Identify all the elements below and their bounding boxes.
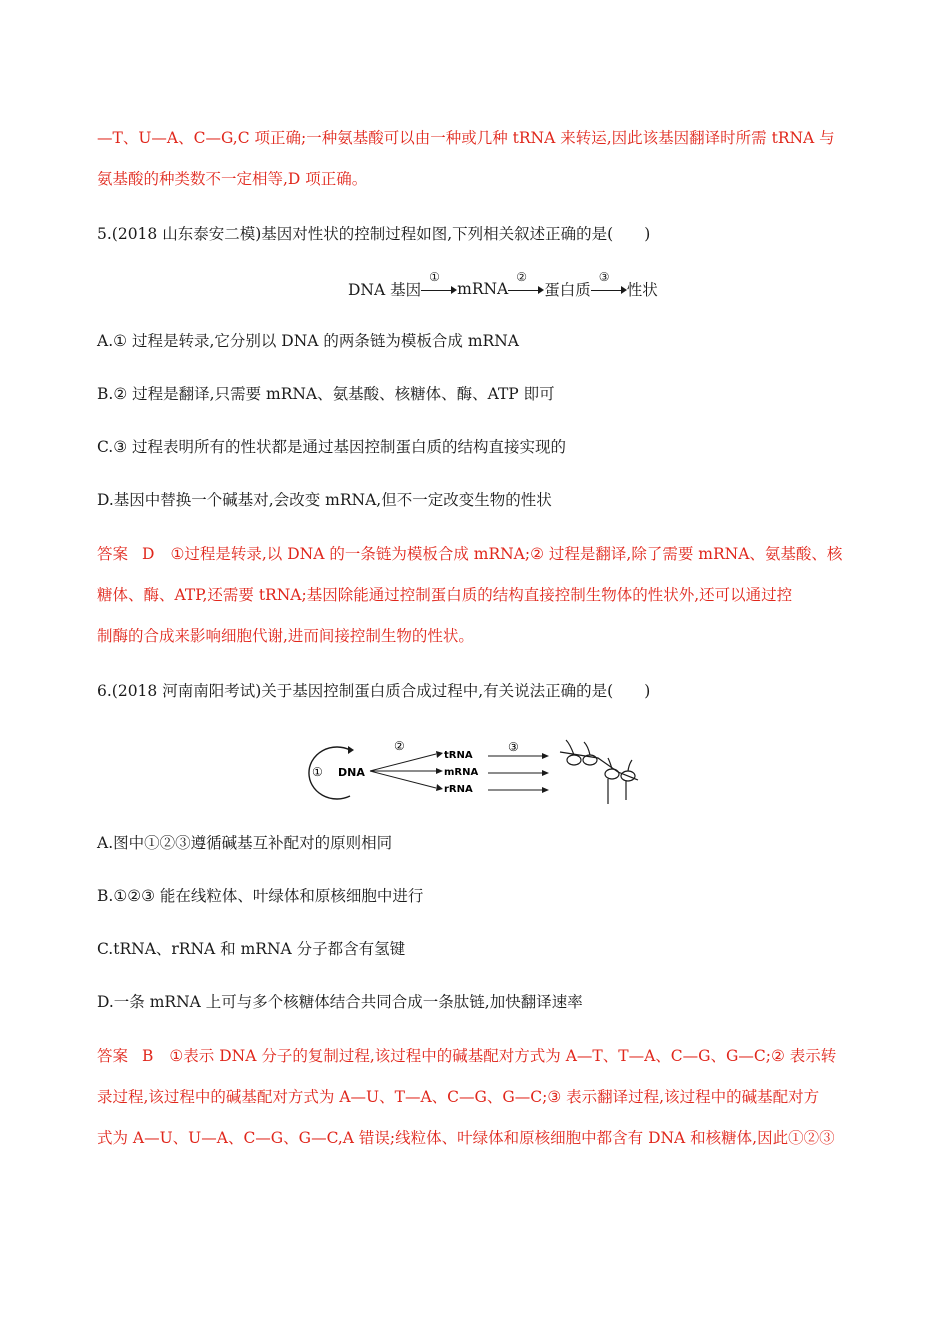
q5-option-d: D.基因中替换一个碱基对,会改变 mRNA,但不一定改变生物的性状 (97, 491, 552, 509)
q6-option-c: C.tRNA、rRNA 和 mRNA 分子都含有氢键 (97, 940, 406, 958)
flow-step-2: ② (516, 270, 528, 284)
q6-option-d: D.一条 mRNA 上可与多个核糖体结合共同合成一条肽链,加快翻译速率 (97, 993, 583, 1011)
diagram-step-2: ② (394, 739, 405, 753)
q5-option-a: A.① 过程是转录,它分别以 DNA 的两条链为模板合成 mRNA (97, 332, 519, 350)
answer-label: 答案 (97, 1047, 129, 1065)
flow-arrow-1 (421, 270, 457, 300)
flow-protein: 蛋白质 (544, 281, 591, 299)
q6-explanation-3: 式为 A—U、U—A、C—G、G—C,A 错误;线粒体、叶绿体和原核细胞中都含有 DNA 和核糖体,因此①②③ (97, 1129, 835, 1147)
arrow-head-icon (538, 286, 544, 294)
arrow-head-icon (451, 286, 457, 294)
diagram-trna: tRNA (444, 750, 473, 761)
prev-answer-line-1: —T、U—A、C—G,C 项正确;一种氨基酸可以由一种或几种 tRNA 来转运,因此该基因翻译时所需 tRNA 与 (97, 129, 835, 147)
answer-letter: B (142, 1047, 154, 1065)
diagram-step-1: ① (312, 765, 323, 779)
diagram-mrna: mRNA (444, 767, 479, 778)
flow-arrow-3 (591, 270, 627, 300)
diagram-rrna: rRNA (444, 784, 473, 795)
q6-answer-line-1 (97, 1045, 860, 1067)
flow-step-3: ③ (598, 270, 610, 284)
q5-explanation-3: 制酶的合成来影响细胞代谢,进而间接控制生物的性状。 (97, 627, 474, 645)
diagram-step-3: ③ (508, 740, 519, 754)
q5-explanation-1: ①过程是转录,以 DNA 的一条链为模板合成 mRNA;② 过程是翻译,除了需要 mRNA、氨基酸、核 (170, 545, 843, 563)
q6-option-a: A.图中①②③遵循碱基互补配对的原则相同 (97, 834, 393, 852)
q5-option-b: B.② 过程是翻译,只需要 mRNA、氨基酸、核糖体、酶、ATP 即可 (97, 385, 555, 403)
q6-stem: 6.(2018 河南南阳考试)关于基因控制蛋白质合成过程中,有关说法正确的是( ) (97, 682, 651, 700)
q5-explanation-2: 糖体、酶、ATP,还需要 tRNA;基因除能通过控制蛋白质的结构直接控制生物体的性状外,还可以通过控 (97, 586, 793, 604)
polysome-icon (560, 740, 638, 804)
q6-explanation-2: 录过程,该过程中的碱基配对方式为 A—U、T—A、C—G、G—C;③ 表示翻译过程,该过程中的碱基配对方 (97, 1088, 820, 1106)
flow-trait: 性状 (626, 281, 658, 299)
q5-answer-line-1 (97, 543, 860, 565)
prev-answer-line-2: 氨基酸的种类数不一定相等,D 项正确。 (97, 170, 368, 188)
flow-mrna: mRNA (457, 280, 509, 298)
flow-arrow-2 (508, 270, 544, 300)
q5-flow-diagram (348, 270, 658, 300)
q5-option-c: C.③ 过程表明所有的性状都是通过基因控制蛋白质的结构直接实现的 (97, 438, 567, 456)
q6-option-b: B.①②③ 能在线粒体、叶绿体和原核细胞中进行 (97, 887, 424, 905)
arrow-head-icon (621, 286, 627, 294)
diagram-dna: DNA (338, 766, 365, 779)
circle-arrow-head-icon (348, 746, 354, 754)
q6-explanation-1: ①表示 DNA 分子的复制过程,该过程中的碱基配对方式为 A—T、T—A、C—G、G—C;② 表示转 (169, 1047, 837, 1065)
flow-step-1: ① (429, 270, 440, 284)
flow-dna-gene: DNA 基因 (348, 281, 422, 299)
q5-stem: 5.(2018 山东泰安二模)基因对性状的控制过程如图,下列相关叙述正确的是( ) (97, 225, 651, 243)
answer-label: 答案 (97, 545, 129, 563)
q6-gene-expression-diagram (298, 738, 658, 808)
answer-letter: D (142, 545, 155, 563)
